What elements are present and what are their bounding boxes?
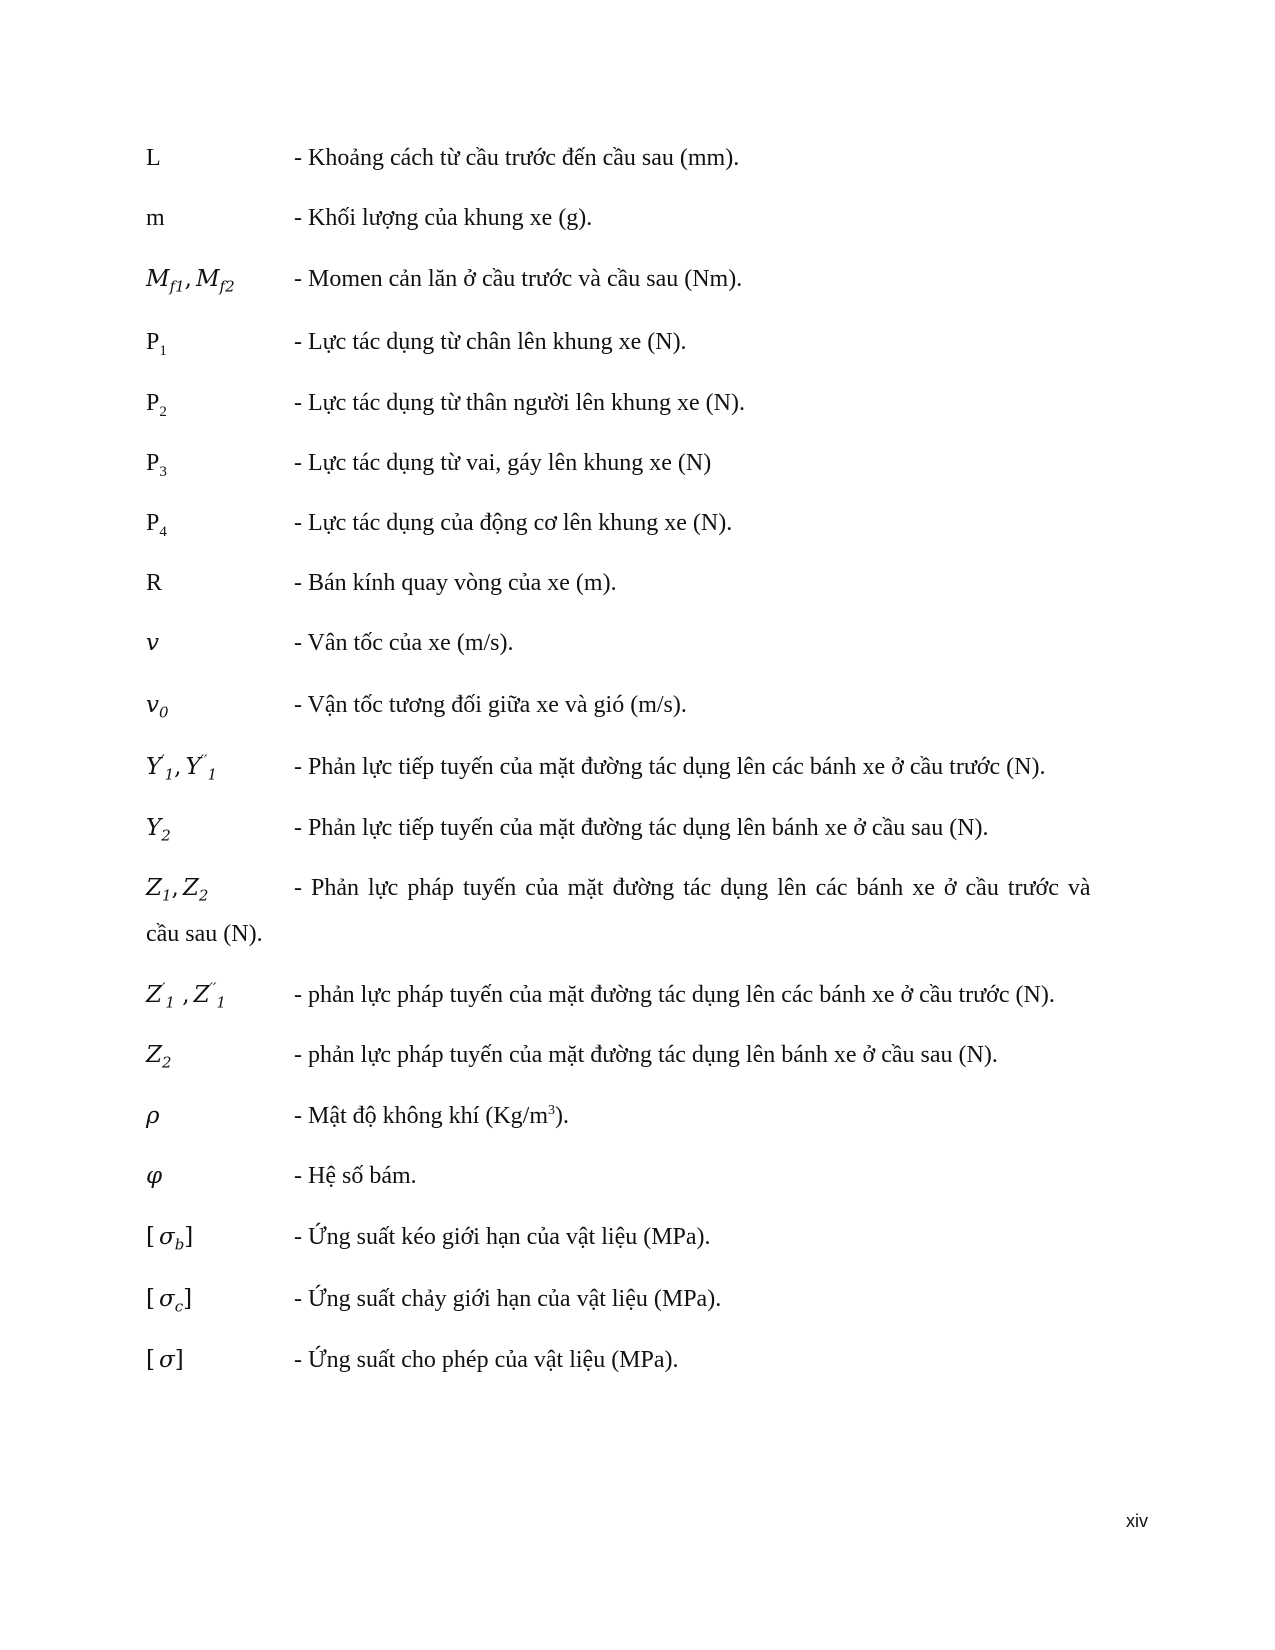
symbol — [146, 1284, 196, 1314]
symbol — [146, 980, 226, 1010]
symbol-subscript: 1 — [161, 886, 172, 905]
symbol — [146, 143, 161, 173]
symbol-description: - Bán kính quay vòng của xe (m). — [294, 570, 617, 596]
symbol — [146, 388, 167, 418]
symbol-prime: ′ — [161, 979, 166, 998]
symbol-main: Y — [146, 754, 162, 780]
symbol — [146, 1345, 188, 1375]
symbol-main: φ — [146, 1163, 163, 1189]
symbol — [146, 1161, 162, 1191]
description-text: ). — [554, 1103, 569, 1129]
symbol — [146, 1222, 197, 1252]
symbol — [146, 752, 217, 782]
symbol — [146, 327, 167, 357]
symbol-description: - phản lực pháp tuyến của mặt đường tác dụng lên bánh xe ở cầu sau (N). — [294, 1042, 998, 1068]
bracket-open: [ — [146, 1224, 155, 1250]
symbol-main: m — [146, 205, 165, 231]
symbol-subscript: 0 — [159, 703, 169, 722]
symbol-subscript: c — [174, 1297, 184, 1316]
symbol — [146, 1040, 172, 1070]
symbol-subscript: 2 — [161, 826, 171, 845]
symbol-subscript: f2 — [219, 277, 235, 296]
symbol-main: σ — [158, 1286, 175, 1312]
symbol-description: - Phản lực pháp tuyến của mặt đường tác dụng lên các bánh xe ở cầu trước và — [294, 875, 1091, 901]
symbol-main: Y — [185, 754, 201, 780]
symbol-separator: , — [174, 754, 182, 780]
description-superscript: 3 — [547, 1103, 555, 1118]
symbol — [146, 264, 235, 294]
symbol-subscript: 1 — [165, 993, 175, 1012]
symbol-main: Z — [146, 982, 162, 1008]
symbol-description: - Lực tác dụng từ vai, gáy lên khung xe (N) — [294, 450, 712, 476]
symbol-description: - Vân tốc của xe (m/s). — [294, 630, 514, 656]
page-number: xiv — [1126, 1511, 1148, 1531]
symbol-description: - Vận tốc tương đối giữa xe và gió (m/s). — [294, 692, 687, 718]
symbol-main: Z — [193, 982, 210, 1008]
symbol-prime: ′′ — [209, 979, 217, 998]
symbol-separator: , — [184, 266, 192, 292]
symbol-description: - Ứng suất kéo giới hạn của vật liệu (MPa). — [294, 1224, 711, 1250]
symbol-main: v — [146, 630, 159, 656]
symbol-description-continued: cầu sau (N). — [146, 921, 263, 947]
symbol-description: - Lực tác dụng của động cơ lên khung xe (N). — [294, 510, 733, 536]
symbol-description: - Lực tác dụng từ chân lên khung xe (N). — [294, 329, 687, 355]
symbol — [146, 628, 159, 658]
symbol-main: Z — [146, 1042, 162, 1068]
symbol-subscript: 1 — [216, 993, 226, 1012]
symbol-main: v — [146, 692, 159, 718]
symbol-main: M — [146, 266, 170, 292]
symbol-separator: , — [171, 875, 179, 901]
symbol — [146, 508, 167, 538]
symbol-main: P — [146, 450, 160, 476]
symbol-main: σ — [158, 1224, 175, 1250]
symbol-subscript: 2 — [198, 886, 209, 905]
symbol-subscript: 3 — [159, 463, 167, 480]
symbol-subscript: b — [174, 1235, 185, 1254]
symbol-description: - Khoảng cách từ cầu trước đến cầu sau (mm). — [294, 145, 740, 171]
symbol-description: - Momen cản lăn ở cầu trước và cầu sau (Nm). — [294, 266, 743, 292]
symbol-subscript: 1 — [164, 765, 175, 784]
symbol — [146, 1101, 160, 1131]
symbol-main: ρ — [146, 1103, 160, 1129]
symbol-separator: , — [174, 982, 190, 1008]
symbol — [146, 568, 162, 598]
symbol-description: - Ứng suất cho phép của vật liệu (MPa). — [294, 1347, 679, 1373]
symbol-description: - Lực tác dụng từ thân người lên khung xe (N). — [294, 390, 745, 416]
symbol-description: - Ứng suất chảy giới hạn của vật liệu (MPa). — [294, 1286, 722, 1312]
description-text: - Mật độ không khí (Kg/m — [294, 1103, 548, 1129]
bracket-close: ] — [184, 1224, 194, 1250]
bracket-open: [ — [146, 1286, 155, 1312]
symbol-subscript: 1 — [159, 342, 167, 359]
symbol-description: - Hệ số bám. — [294, 1163, 417, 1189]
symbol-main: L — [146, 145, 161, 171]
symbol-prime: ′′ — [200, 751, 208, 770]
symbol-main: P — [146, 329, 160, 355]
symbol — [146, 448, 167, 478]
symbol-main: P — [146, 510, 160, 536]
symbol-subscript: f1 — [169, 277, 185, 296]
symbol — [146, 203, 165, 233]
symbol — [146, 813, 171, 843]
bracket-open: [ — [146, 1347, 155, 1373]
bracket-close: ] — [174, 1347, 184, 1373]
symbol-subscript: 2 — [159, 403, 167, 420]
symbol-subscript: 4 — [159, 523, 167, 540]
bracket-close: ] — [183, 1286, 193, 1312]
symbol-main: σ — [158, 1347, 175, 1373]
symbol-prime: ′ — [161, 751, 165, 770]
symbol-main: R — [146, 570, 163, 596]
symbol-subscript: 1 — [207, 765, 217, 784]
symbol-subscript: 2 — [161, 1053, 172, 1072]
symbol-main: Z — [182, 875, 199, 901]
symbol-description: - phản lực pháp tuyến của mặt đường tác dụng lên các bánh xe ở cầu trước (N). — [294, 982, 1055, 1008]
symbol — [146, 690, 169, 720]
symbol-description: - Khối lượng của khung xe (g). — [294, 205, 593, 231]
symbol-main: Z — [146, 875, 162, 901]
symbol-description: - Phản lực tiếp tuyến của mặt đường tác dụng lên bánh xe ở cầu sau (N). — [294, 815, 989, 841]
symbol-main: P — [146, 390, 160, 416]
symbol-description: - Phản lực tiếp tuyến của mặt đường tác dụng lên các bánh xe ở cầu trước (N). — [294, 754, 1046, 780]
symbol-main: Y — [146, 815, 162, 841]
symbol-description — [294, 1101, 569, 1131]
symbol — [146, 873, 208, 903]
symbol-main: M — [195, 266, 220, 292]
